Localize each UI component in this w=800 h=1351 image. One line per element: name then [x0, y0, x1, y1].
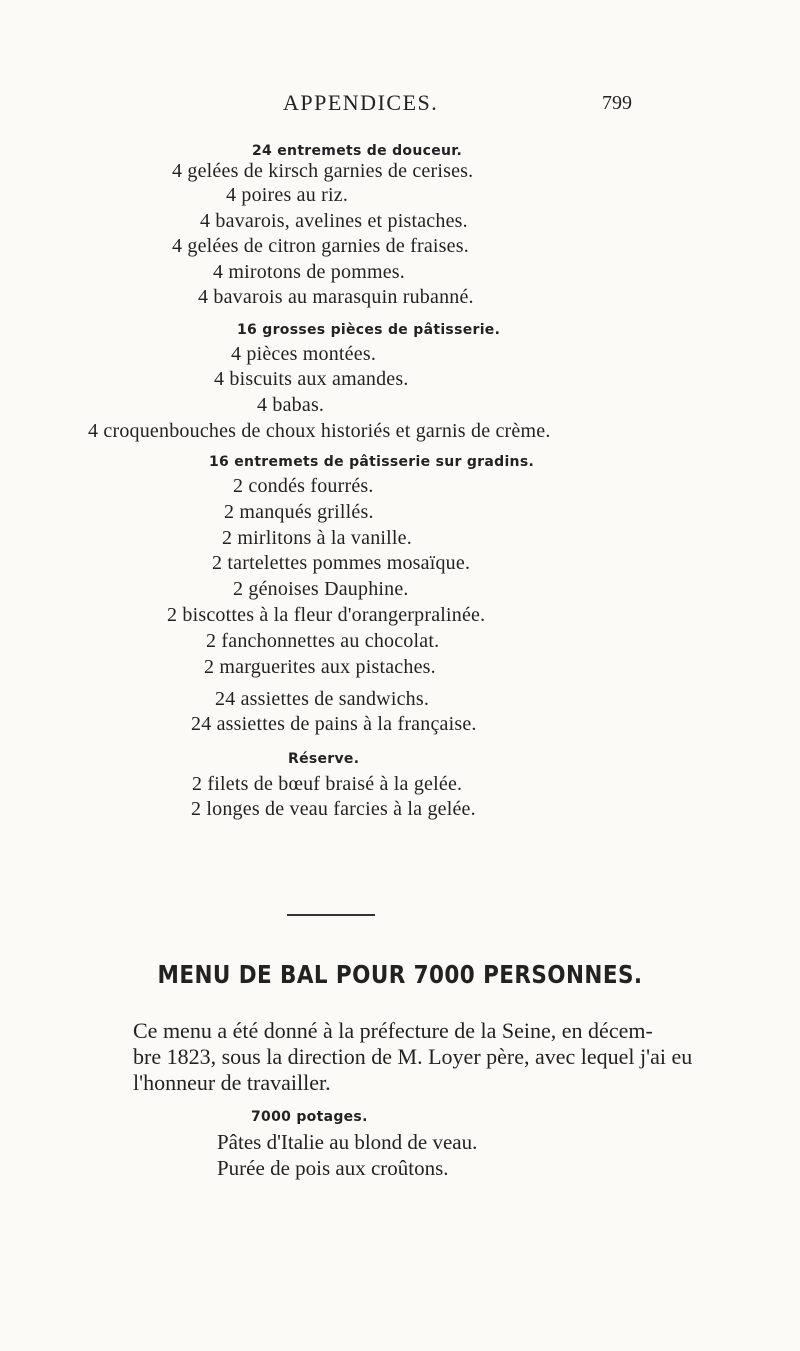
- menu-item: 4 gelées de kirsch garnies de cerises.: [172, 160, 474, 182]
- section-heading: 16 grosses pièces de pâtisserie.: [237, 322, 501, 338]
- menu-item: 4 bavarois, avelines et pistaches.: [200, 210, 468, 232]
- section-heading: 16 entremets de pâtisserie sur gradins.: [209, 454, 535, 470]
- menu-item: 2 biscottes à la fleur d'orangerpralinée.: [167, 604, 486, 626]
- menu-item: 4 bavarois au marasquin rubanné.: [198, 286, 474, 308]
- menu-item: 2 tartelettes pommes mosaïque.: [212, 552, 471, 574]
- paragraph-line: bre 1823, sous la direction de M. Loyer père, avec lequel j'ai eu: [133, 1044, 693, 1069]
- section-divider: [287, 914, 375, 916]
- menu-item: 4 biscuits aux amandes.: [214, 368, 409, 390]
- menu-item: 4 gelées de citron garnies de fraises.: [172, 235, 469, 257]
- menu-item: 4 pièces montées.: [231, 343, 377, 365]
- menu-item: 2 manqués grillés.: [224, 501, 374, 523]
- running-header: APPENDICES.: [283, 90, 439, 115]
- menu-item: 2 longes de veau farcies à la gelée.: [191, 798, 476, 820]
- section-heading: 24 entremets de douceur.: [252, 143, 463, 159]
- menu-item: 2 génoises Dauphine.: [233, 578, 409, 600]
- menu-item: 4 croquenbouches de choux historiés et garnis de crème.: [88, 420, 551, 442]
- menu-item: 4 mirotons de pommes.: [213, 261, 405, 283]
- menu-title: MENU DE BAL POUR 7000 PERSONNES.: [157, 960, 643, 989]
- menu-item: 2 filets de bœuf braisé à la gelée.: [192, 773, 463, 795]
- menu-item: Purée de pois aux croûtons.: [217, 1156, 449, 1180]
- menu-item: 24 assiettes de pains à la française.: [191, 713, 477, 735]
- section-heading: Réserve.: [288, 751, 360, 767]
- menu-item: 4 poires au riz.: [226, 184, 349, 206]
- section-heading: 7000 potages.: [251, 1109, 368, 1125]
- menu-item: 2 mirlitons à la vanille.: [222, 527, 412, 549]
- menu-item: 2 fanchonnettes au chocolat.: [206, 630, 440, 652]
- menu-item: 24 assiettes de sandwichs.: [215, 688, 430, 710]
- paragraph-line: Ce menu a été donné à la préfecture de la Seine, en décem-: [133, 1018, 653, 1043]
- menu-item: 2 condés fourrés.: [233, 475, 374, 497]
- menu-item: 4 babas.: [257, 394, 325, 416]
- page-number: 799: [602, 92, 632, 114]
- menu-item: 2 marguerites aux pistaches.: [204, 656, 436, 678]
- menu-item: Pâtes d'Italie au blond de veau.: [217, 1130, 478, 1154]
- paragraph-line: l'honneur de travailler.: [133, 1070, 331, 1095]
